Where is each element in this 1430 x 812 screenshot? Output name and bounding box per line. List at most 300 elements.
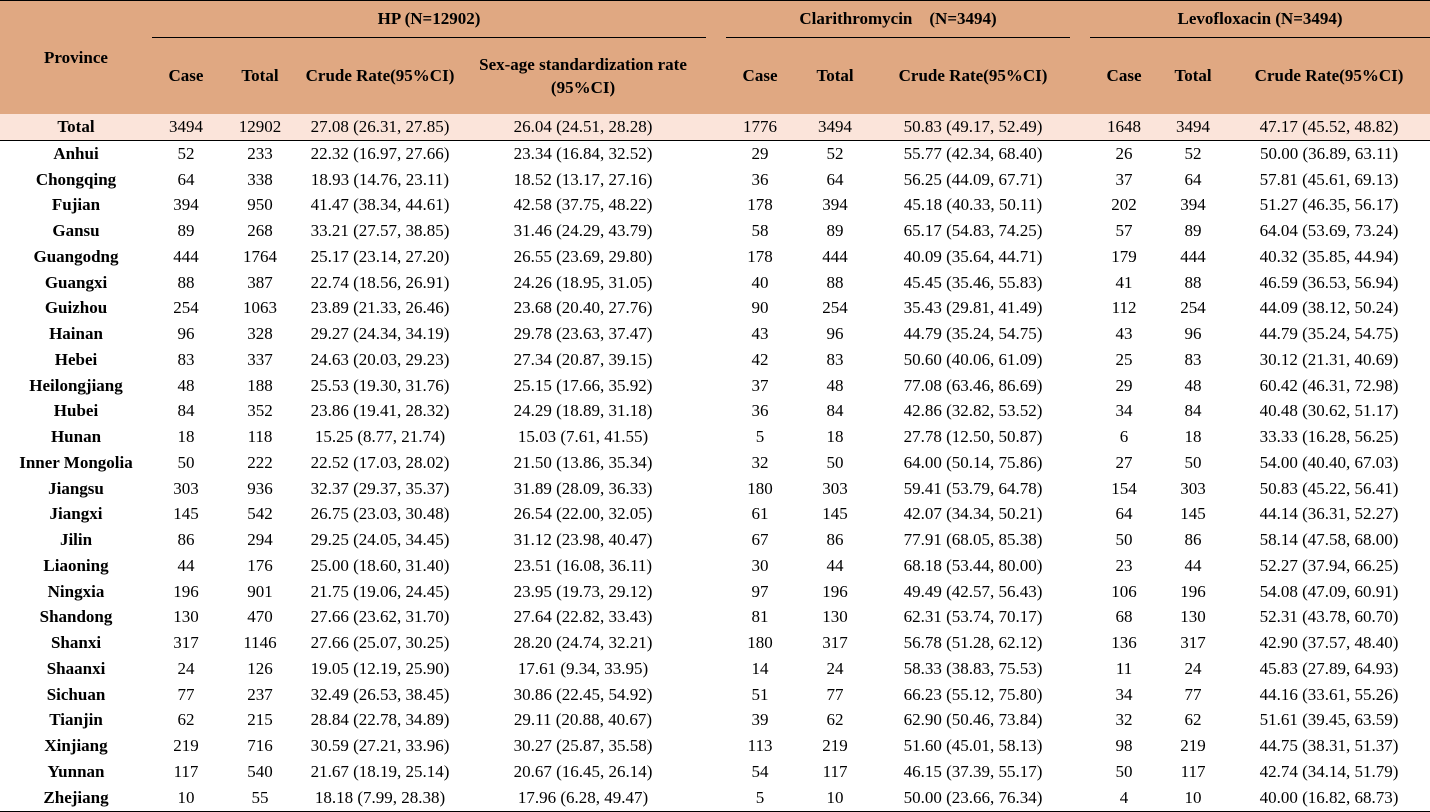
cell-hp-case: 84 bbox=[177, 401, 195, 421]
cell-hp-total: 352 bbox=[247, 401, 273, 421]
cell-levo-crude-rate: 50.00 (36.89, 63.11) bbox=[1259, 143, 1399, 163]
cell-clar-total: 303 bbox=[822, 478, 848, 498]
cell-hp-case: 62 bbox=[177, 710, 195, 730]
cell-hp-crude-rate: 21.67 (18.19, 25.14) bbox=[310, 761, 450, 781]
cell-hp-crude-rate: 24.63 (20.03, 29.23) bbox=[310, 349, 450, 369]
header-province: Province bbox=[0, 1, 152, 115]
cell-levo-total: 96 bbox=[1184, 324, 1202, 344]
cell-levo-total: 317 bbox=[1180, 633, 1206, 653]
cell-clar-total: 48 bbox=[826, 375, 844, 395]
cell-levo-case: 179 bbox=[1111, 246, 1137, 266]
cell-province: Guizhou bbox=[44, 298, 108, 318]
table-row bbox=[0, 682, 1430, 708]
cell-clar-crude-rate: 66.23 (55.12, 75.80) bbox=[903, 684, 1043, 704]
cell-levo-total: 18 bbox=[1184, 427, 1202, 447]
cell-clar-case: 5 bbox=[755, 427, 765, 447]
cell-hp-crude-rate: 22.52 (17.03, 28.02) bbox=[310, 452, 450, 472]
cell-clar-total: 145 bbox=[822, 504, 848, 524]
cell-hp-total: 540 bbox=[247, 761, 273, 781]
cell-levo-case: 27 bbox=[1115, 452, 1133, 472]
table-row bbox=[0, 244, 1430, 270]
cell-levo-crude-rate: 44.75 (38.31, 51.37) bbox=[1259, 736, 1399, 756]
header-clar-total: Total bbox=[794, 38, 876, 115]
cell-province: Gansu bbox=[52, 221, 100, 241]
cell-levo-total: 117 bbox=[1180, 761, 1206, 781]
table-row bbox=[0, 630, 1430, 656]
cell-levo-crude-rate: 60.42 (46.31, 72.98) bbox=[1259, 375, 1399, 395]
cell-clar-total: 84 bbox=[826, 401, 844, 421]
cell-hp-sex-age-rate: 29.78 (23.63, 37.47) bbox=[513, 324, 653, 344]
cell-levo-case: 32 bbox=[1115, 710, 1133, 730]
cell-clar-crude-rate: 35.43 (29.81, 41.49) bbox=[903, 298, 1043, 318]
cell-levo-case: 136 bbox=[1111, 633, 1137, 653]
cell-province: Hebei bbox=[54, 349, 98, 369]
cell-levo-crude-rate: 44.16 (33.61, 55.26) bbox=[1259, 684, 1399, 704]
table-row bbox=[0, 270, 1430, 296]
table-row bbox=[0, 218, 1430, 244]
cell-clar-crude-rate: 56.25 (44.09, 67.71) bbox=[903, 169, 1043, 189]
cell-hp-crude-rate: 29.25 (24.05, 34.45) bbox=[310, 530, 450, 550]
header-clarithromycin-group: Clarithromycin (N=3494) bbox=[726, 1, 1070, 38]
cell-levo-crude-rate: 57.81 (45.61, 69.13) bbox=[1259, 169, 1399, 189]
cell-levo-case: 64 bbox=[1115, 504, 1133, 524]
cell-clar-crude-rate: 62.90 (50.46, 73.84) bbox=[903, 710, 1043, 730]
cell-hp-crude-rate: 22.32 (16.97, 27.66) bbox=[310, 143, 450, 163]
cell-clar-total: 317 bbox=[822, 633, 848, 653]
cell-levo-crude-rate: 42.90 (37.57, 48.40) bbox=[1259, 633, 1399, 653]
cell-levo-crude-rate: 40.00 (16.82, 68.73) bbox=[1228, 785, 1430, 811]
cell-clar-crude-rate: 68.18 (53.44, 80.00) bbox=[903, 555, 1043, 575]
cell-hp-total: 176 bbox=[247, 555, 273, 575]
cell-levo-case: 23 bbox=[1115, 555, 1133, 575]
cell-hp-crude-rate: 26.75 (23.03, 30.48) bbox=[310, 504, 450, 524]
cell-hp-case: 50 bbox=[177, 452, 195, 472]
cell-levo-crude-rate: 46.59 (36.53, 56.94) bbox=[1259, 272, 1399, 292]
cell-hp-case: 86 bbox=[177, 530, 195, 550]
cell-hp-crude-rate: 32.37 (29.37, 35.37) bbox=[310, 478, 450, 498]
cell-levo-crude-rate: 54.08 (47.09, 60.91) bbox=[1259, 581, 1399, 601]
cell-clar-total: 77 bbox=[826, 684, 844, 704]
header-hp-crude-rate: Crude Rate(95%CI) bbox=[300, 38, 460, 115]
cell-hp-sex-age-rate: 26.55 (23.69, 29.80) bbox=[513, 246, 653, 266]
cell-hp-total: 237 bbox=[247, 684, 273, 704]
cell-province: Guangodng bbox=[33, 246, 119, 266]
cell-hp-case: 88 bbox=[177, 272, 195, 292]
cell-hp-crude-rate: 23.89 (21.33, 26.46) bbox=[310, 298, 450, 318]
cell-hp-total: 337 bbox=[247, 349, 273, 369]
cell-hp-sex-age-rate: 31.46 (24.29, 43.79) bbox=[513, 221, 653, 241]
cell-clar-case: 39 bbox=[751, 710, 769, 730]
cell-clar-total: 24 bbox=[826, 658, 844, 678]
cell-clar-crude-rate: 77.91 (68.05, 85.38) bbox=[903, 530, 1043, 550]
table-row bbox=[0, 708, 1430, 734]
cell-hp-sex-age-rate: 26.54 (22.00, 32.05) bbox=[513, 504, 653, 524]
cell-levo-total: 50 bbox=[1184, 452, 1202, 472]
cell-levo-case: 98 bbox=[1115, 736, 1133, 756]
cell-hp-case: 303 bbox=[173, 478, 199, 498]
cell-clar-crude-rate: 64.00 (50.14, 75.86) bbox=[903, 452, 1043, 472]
header-hp-case: Case bbox=[152, 38, 220, 115]
cell-clar-case: 42 bbox=[751, 349, 769, 369]
cell-levo-case: 4 bbox=[1090, 785, 1158, 811]
cell-hp-case: 24 bbox=[177, 658, 195, 678]
cell-hp-case: 394 bbox=[173, 195, 199, 215]
cell-levo-total: 24 bbox=[1184, 658, 1202, 678]
cell-hp-total: 338 bbox=[247, 169, 273, 189]
cell-clar-crude-rate: 55.77 (42.34, 68.40) bbox=[903, 143, 1043, 163]
cell-levo-total: 303 bbox=[1180, 478, 1206, 498]
cell-clar-total: 130 bbox=[822, 607, 848, 627]
cell-levo-total: 44 bbox=[1184, 555, 1202, 575]
cell-clar-crude-rate: 42.86 (32.82, 53.52) bbox=[903, 401, 1043, 421]
cell-hp-total: 716 bbox=[247, 736, 273, 756]
cell-hp-sex-age-rate: 25.15 (17.66, 35.92) bbox=[513, 375, 653, 395]
table-row bbox=[0, 527, 1430, 553]
cell-clar-crude-rate: 51.60 (45.01, 58.13) bbox=[903, 736, 1043, 756]
table-row bbox=[0, 656, 1430, 682]
cell-province: Fujian bbox=[51, 195, 101, 215]
cell-levo-case: 29 bbox=[1115, 375, 1133, 395]
cell-levo-case: 106 bbox=[1111, 581, 1137, 601]
cell-levo-total: 64 bbox=[1184, 169, 1202, 189]
cell-levo-total: 130 bbox=[1180, 607, 1206, 627]
table-row bbox=[0, 450, 1430, 476]
cell-clar-case: 113 bbox=[747, 736, 773, 756]
cell-clar-total: 44 bbox=[826, 555, 844, 575]
cell-clar-crude-rate: 27.78 (12.50, 50.87) bbox=[903, 427, 1043, 447]
cell-hp-sex-age-rate: 31.89 (28.09, 36.33) bbox=[513, 478, 653, 498]
cell-province: Ningxia bbox=[47, 581, 105, 601]
cell-clar-total: 444 bbox=[822, 246, 848, 266]
cell-hp-sex-age-rate: 23.51 (16.08, 36.11) bbox=[513, 555, 653, 575]
cell-clar-case: 97 bbox=[751, 581, 769, 601]
cell-hp-case: 196 bbox=[173, 581, 199, 601]
cell-levo-total: 394 bbox=[1180, 195, 1206, 215]
cell-clar-total: 52 bbox=[826, 143, 844, 163]
table-row bbox=[0, 502, 1430, 528]
cell-hp-total: 387 bbox=[247, 272, 273, 292]
cell-province: Jiangxi bbox=[49, 504, 103, 524]
cell-hp-crude-rate: 33.21 (27.57, 38.85) bbox=[310, 221, 450, 241]
header-levo-crude-rate: Crude Rate(95%CI) bbox=[1228, 38, 1430, 115]
header-levo-total: Total bbox=[1158, 38, 1228, 115]
cell-levo-crude-rate: 54.00 (40.40, 67.03) bbox=[1259, 452, 1399, 472]
cell-levo-case: 6 bbox=[1119, 427, 1129, 447]
cell-hp-total: 55 bbox=[220, 785, 300, 811]
cell-clar-total: 219 bbox=[822, 736, 848, 756]
cell-hp-sex-age-rate: 27.34 (20.87, 39.15) bbox=[513, 349, 653, 369]
cell-levo-crude-rate: 58.14 (47.58, 68.00) bbox=[1259, 530, 1399, 550]
cell-hp-case: 117 bbox=[173, 761, 199, 781]
cell-province: Guangxi bbox=[44, 272, 108, 292]
cell-hp-crude-rate: 28.84 (22.78, 34.89) bbox=[310, 710, 450, 730]
cell-clar-crude-rate: 77.08 (63.46, 86.69) bbox=[903, 375, 1043, 395]
cell-hp-total: 950 bbox=[247, 195, 273, 215]
cell-hp-sex-age-rate: 24.26 (18.95, 31.05) bbox=[513, 272, 653, 292]
cell-clar-crude-rate: 40.09 (35.64, 44.71) bbox=[903, 246, 1043, 266]
cell-hp-crude-rate: 27.66 (23.62, 31.70) bbox=[310, 607, 450, 627]
cell-levo-crude-rate: 52.31 (43.78, 60.70) bbox=[1259, 607, 1399, 627]
cell-clar-crude-rate: 50.60 (40.06, 61.09) bbox=[903, 349, 1043, 369]
cell-clar-total: 50 bbox=[826, 452, 844, 472]
cell-province: Xinjiang bbox=[44, 736, 108, 756]
cell-province: Jiangsu bbox=[48, 478, 104, 498]
cell-clar-crude-rate: 50.00 (23.66, 76.34) bbox=[876, 785, 1070, 811]
cell-levo-total: 444 bbox=[1180, 246, 1206, 266]
cell-clar-case: 36 bbox=[751, 401, 769, 421]
cell-clar-crude-rate: 65.17 (54.83, 74.25) bbox=[903, 221, 1043, 241]
table-row bbox=[0, 476, 1430, 502]
total-row-clar-crude-rate: 50.83 (49.17, 52.49) bbox=[876, 114, 1070, 141]
total-row-hp-sex-age-rate: 26.04 (24.51, 28.28) bbox=[460, 114, 706, 141]
cell-clar-case: 40 bbox=[751, 272, 769, 292]
cell-clar-total: 83 bbox=[826, 349, 844, 369]
cell-levo-total: 52 bbox=[1184, 143, 1202, 163]
cell-clar-crude-rate: 44.79 (35.24, 54.75) bbox=[903, 324, 1043, 344]
cell-hp-sex-age-rate: 20.67 (16.45, 26.14) bbox=[513, 761, 653, 781]
cell-hp-case: 444 bbox=[173, 246, 199, 266]
cell-levo-case: 68 bbox=[1115, 607, 1133, 627]
cell-hp-case: 83 bbox=[177, 349, 195, 369]
cell-hp-sex-age-rate: 28.20 (24.74, 32.21) bbox=[513, 633, 653, 653]
cell-hp-crude-rate: 32.49 (26.53, 38.45) bbox=[310, 684, 450, 704]
cell-hp-sex-age-rate: 18.52 (13.17, 27.16) bbox=[513, 169, 653, 189]
cell-hp-total: 215 bbox=[247, 710, 273, 730]
table-row bbox=[0, 605, 1430, 631]
cell-clar-case: 37 bbox=[751, 375, 769, 395]
cell-hp-sex-age-rate: 24.29 (18.89, 31.18) bbox=[513, 401, 653, 421]
cell-levo-crude-rate: 40.48 (30.62, 51.17) bbox=[1259, 401, 1399, 421]
table-row bbox=[0, 579, 1430, 605]
total-row-hp-total: 12902 bbox=[220, 114, 300, 141]
cell-clar-total: 86 bbox=[826, 530, 844, 550]
cell-clar-case: 178 bbox=[747, 246, 773, 266]
cell-hp-case: 18 bbox=[177, 427, 195, 447]
cell-hp-total: 901 bbox=[247, 581, 273, 601]
cell-levo-crude-rate: 44.79 (35.24, 54.75) bbox=[1259, 324, 1399, 344]
cell-province: Hubei bbox=[53, 401, 99, 421]
cell-hp-case: 64 bbox=[177, 169, 195, 189]
cell-levo-case: 43 bbox=[1115, 324, 1133, 344]
header-hp-group: HP (N=12902) bbox=[152, 1, 706, 38]
cell-province: Tianjin bbox=[49, 710, 103, 730]
header-hp-sex-age-rate: Sex-age standardization rate (95%CI) bbox=[460, 38, 706, 115]
cell-hp-total: 470 bbox=[247, 607, 273, 627]
cell-hp-crude-rate: 27.66 (25.07, 30.25) bbox=[310, 633, 450, 653]
total-row-hp-crude-rate: 27.08 (26.31, 27.85) bbox=[300, 114, 460, 141]
cell-clar-total: 96 bbox=[826, 324, 844, 344]
cell-hp-total: 233 bbox=[247, 143, 273, 163]
table-row bbox=[0, 347, 1430, 373]
cell-hp-case: 254 bbox=[173, 298, 199, 318]
table-row bbox=[0, 141, 1430, 167]
cell-levo-case: 25 bbox=[1115, 349, 1133, 369]
table-row bbox=[0, 733, 1430, 759]
cell-clar-total: 10 bbox=[794, 785, 876, 811]
cell-hp-total: 542 bbox=[247, 504, 273, 524]
cell-clar-crude-rate: 56.78 (51.28, 62.12) bbox=[903, 633, 1043, 653]
cell-clar-case: 43 bbox=[751, 324, 769, 344]
table-row bbox=[0, 785, 1430, 811]
cell-hp-sex-age-rate: 30.86 (22.45, 54.92) bbox=[513, 684, 653, 704]
total-row bbox=[0, 114, 1430, 141]
cell-province: Hainan bbox=[49, 324, 103, 344]
cell-hp-case: 44 bbox=[177, 555, 195, 575]
cell-province: Shanxi bbox=[50, 633, 102, 653]
cell-province: Anhui bbox=[53, 143, 99, 163]
total-row-hp-case: 3494 bbox=[152, 114, 220, 141]
cell-hp-total: 126 bbox=[247, 658, 273, 678]
cell-hp-sex-age-rate: 17.61 (9.34, 33.95) bbox=[517, 658, 649, 678]
cell-clar-crude-rate: 45.18 (40.33, 50.11) bbox=[903, 195, 1043, 215]
cell-levo-total: 83 bbox=[1184, 349, 1202, 369]
cell-hp-sex-age-rate: 23.68 (20.40, 27.76) bbox=[513, 298, 653, 318]
cell-hp-total: 188 bbox=[247, 375, 273, 395]
cell-hp-crude-rate: 25.00 (18.60, 31.40) bbox=[310, 555, 450, 575]
cell-province: Sichuan bbox=[46, 684, 106, 704]
cell-levo-crude-rate: 40.32 (35.85, 44.94) bbox=[1259, 246, 1399, 266]
cell-province: Shaanxi bbox=[46, 658, 106, 678]
table-body bbox=[0, 114, 1430, 811]
cell-levo-total: 62 bbox=[1184, 710, 1202, 730]
table-row bbox=[0, 321, 1430, 347]
cell-levo-case: 112 bbox=[1111, 298, 1137, 318]
cell-clar-total: 64 bbox=[826, 169, 844, 189]
cell-clar-total: 394 bbox=[822, 195, 848, 215]
cell-hp-crude-rate: 30.59 (27.21, 33.96) bbox=[310, 736, 450, 756]
cell-province: Jilin bbox=[59, 530, 93, 550]
cell-hp-case: 48 bbox=[177, 375, 195, 395]
cell-clar-case: 178 bbox=[747, 195, 773, 215]
cell-hp-case: 89 bbox=[177, 221, 195, 241]
table-row bbox=[0, 167, 1430, 193]
cell-hp-crude-rate: 23.86 (19.41, 28.32) bbox=[310, 401, 450, 421]
cell-levo-crude-rate: 64.04 (53.69, 73.24) bbox=[1259, 221, 1399, 241]
cell-hp-total: 1063 bbox=[243, 298, 277, 318]
total-row-levo-case: 1648 bbox=[1090, 114, 1158, 141]
table-header bbox=[0, 1, 1430, 115]
cell-clar-case: 51 bbox=[751, 684, 769, 704]
header-hp-total: Total bbox=[220, 38, 300, 115]
cell-levo-total: 219 bbox=[1180, 736, 1206, 756]
cell-hp-total: 268 bbox=[247, 221, 273, 241]
cell-hp-crude-rate: 22.74 (18.56, 26.91) bbox=[310, 272, 450, 292]
cell-province: Zhejiang bbox=[0, 785, 152, 811]
cell-clar-total: 62 bbox=[826, 710, 844, 730]
cell-hp-crude-rate: 41.47 (38.34, 44.61) bbox=[310, 195, 450, 215]
cell-hp-total: 936 bbox=[247, 478, 273, 498]
cell-province: Liaoning bbox=[43, 555, 109, 575]
cell-province: Chongqing bbox=[35, 169, 117, 189]
cell-clar-case: 29 bbox=[751, 143, 769, 163]
cell-clar-total: 18 bbox=[826, 427, 844, 447]
cell-clar-case: 180 bbox=[747, 633, 773, 653]
cell-hp-case: 77 bbox=[177, 684, 195, 704]
cell-hp-sex-age-rate: 15.03 (7.61, 41.55) bbox=[517, 427, 649, 447]
header-clar-case: Case bbox=[726, 38, 794, 115]
cell-clar-case: 32 bbox=[751, 452, 769, 472]
cell-hp-case: 96 bbox=[177, 324, 195, 344]
header-levo-case: Case bbox=[1090, 38, 1158, 115]
cell-clar-crude-rate: 59.41 (53.79, 64.78) bbox=[903, 478, 1043, 498]
cell-hp-crude-rate: 25.53 (19.30, 31.76) bbox=[310, 375, 450, 395]
cell-levo-case: 50 bbox=[1115, 530, 1133, 550]
cell-levo-case: 50 bbox=[1115, 761, 1133, 781]
cell-clar-total: 117 bbox=[822, 761, 848, 781]
cell-levo-crude-rate: 45.83 (27.89, 64.93) bbox=[1259, 658, 1399, 678]
cell-hp-crude-rate: 19.05 (12.19, 25.90) bbox=[310, 658, 450, 678]
cell-hp-crude-rate: 18.93 (14.76, 23.11) bbox=[310, 169, 450, 189]
cell-levo-crude-rate: 44.09 (38.12, 50.24) bbox=[1259, 298, 1399, 318]
cell-hp-crude-rate: 29.27 (24.34, 34.19) bbox=[310, 324, 450, 344]
cell-hp-total: 1764 bbox=[243, 246, 277, 266]
cell-hp-total: 1146 bbox=[243, 633, 277, 653]
cell-hp-total: 118 bbox=[247, 427, 273, 447]
cell-levo-case: 11 bbox=[1115, 658, 1133, 678]
cell-levo-case: 34 bbox=[1115, 401, 1133, 421]
cell-levo-case: 26 bbox=[1115, 143, 1133, 163]
table-row bbox=[0, 424, 1430, 450]
cell-hp-crude-rate: 21.75 (19.06, 24.45) bbox=[310, 581, 450, 601]
cell-clar-case: 14 bbox=[751, 658, 769, 678]
cell-levo-case: 34 bbox=[1115, 684, 1133, 704]
cell-levo-total: 89 bbox=[1184, 221, 1202, 241]
cell-clar-case: 36 bbox=[751, 169, 769, 189]
cell-clar-total: 254 bbox=[822, 298, 848, 318]
table-row bbox=[0, 759, 1430, 785]
cell-clar-case: 5 bbox=[726, 785, 794, 811]
cell-clar-case: 67 bbox=[751, 530, 769, 550]
cell-hp-sex-age-rate: 17.96 (6.28, 49.47) bbox=[460, 785, 706, 811]
cell-hp-case: 52 bbox=[177, 143, 195, 163]
cell-levo-case: 37 bbox=[1115, 169, 1133, 189]
cell-levo-crude-rate: 44.14 (36.31, 52.27) bbox=[1259, 504, 1399, 524]
cell-levo-total: 86 bbox=[1184, 530, 1202, 550]
cell-clar-crude-rate: 46.15 (37.39, 55.17) bbox=[903, 761, 1043, 781]
cell-levo-case: 57 bbox=[1115, 221, 1133, 241]
cell-hp-case: 10 bbox=[152, 785, 220, 811]
cell-levo-crude-rate: 51.27 (46.35, 56.17) bbox=[1259, 195, 1399, 215]
cell-levo-case: 154 bbox=[1111, 478, 1137, 498]
cell-levo-total: 145 bbox=[1180, 504, 1206, 524]
cell-hp-case: 317 bbox=[173, 633, 199, 653]
cell-province: Heilongjiang bbox=[29, 375, 123, 395]
cell-hp-case: 130 bbox=[173, 607, 199, 627]
table-row bbox=[0, 553, 1430, 579]
table-row bbox=[0, 193, 1430, 219]
cell-clar-case: 81 bbox=[751, 607, 769, 627]
cell-hp-crude-rate: 25.17 (23.14, 27.20) bbox=[310, 246, 450, 266]
table-row bbox=[0, 296, 1430, 322]
cell-clar-crude-rate: 42.07 (34.34, 50.21) bbox=[903, 504, 1043, 524]
cell-hp-crude-rate: 15.25 (8.77, 21.74) bbox=[314, 427, 446, 447]
cell-clar-case: 58 bbox=[751, 221, 769, 241]
cell-clar-total: 88 bbox=[826, 272, 844, 292]
cell-hp-sex-age-rate: 23.34 (16.84, 32.52) bbox=[513, 143, 653, 163]
cell-levo-total: 84 bbox=[1184, 401, 1202, 421]
cell-levo-crude-rate: 50.83 (45.22, 56.41) bbox=[1259, 478, 1399, 498]
cell-levo-total: 48 bbox=[1184, 375, 1202, 395]
cell-levo-case: 202 bbox=[1111, 195, 1137, 215]
cell-levo-total: 88 bbox=[1184, 272, 1202, 292]
cell-clar-crude-rate: 45.45 (35.46, 55.83) bbox=[903, 272, 1043, 292]
cell-hp-sex-age-rate: 42.58 (37.75, 48.22) bbox=[513, 195, 653, 215]
cell-clar-case: 54 bbox=[751, 761, 769, 781]
cell-clar-crude-rate: 62.31 (53.74, 70.17) bbox=[903, 607, 1043, 627]
cell-clar-total: 89 bbox=[826, 221, 844, 241]
cell-hp-case: 145 bbox=[173, 504, 199, 524]
cell-levo-total: 196 bbox=[1180, 581, 1206, 601]
